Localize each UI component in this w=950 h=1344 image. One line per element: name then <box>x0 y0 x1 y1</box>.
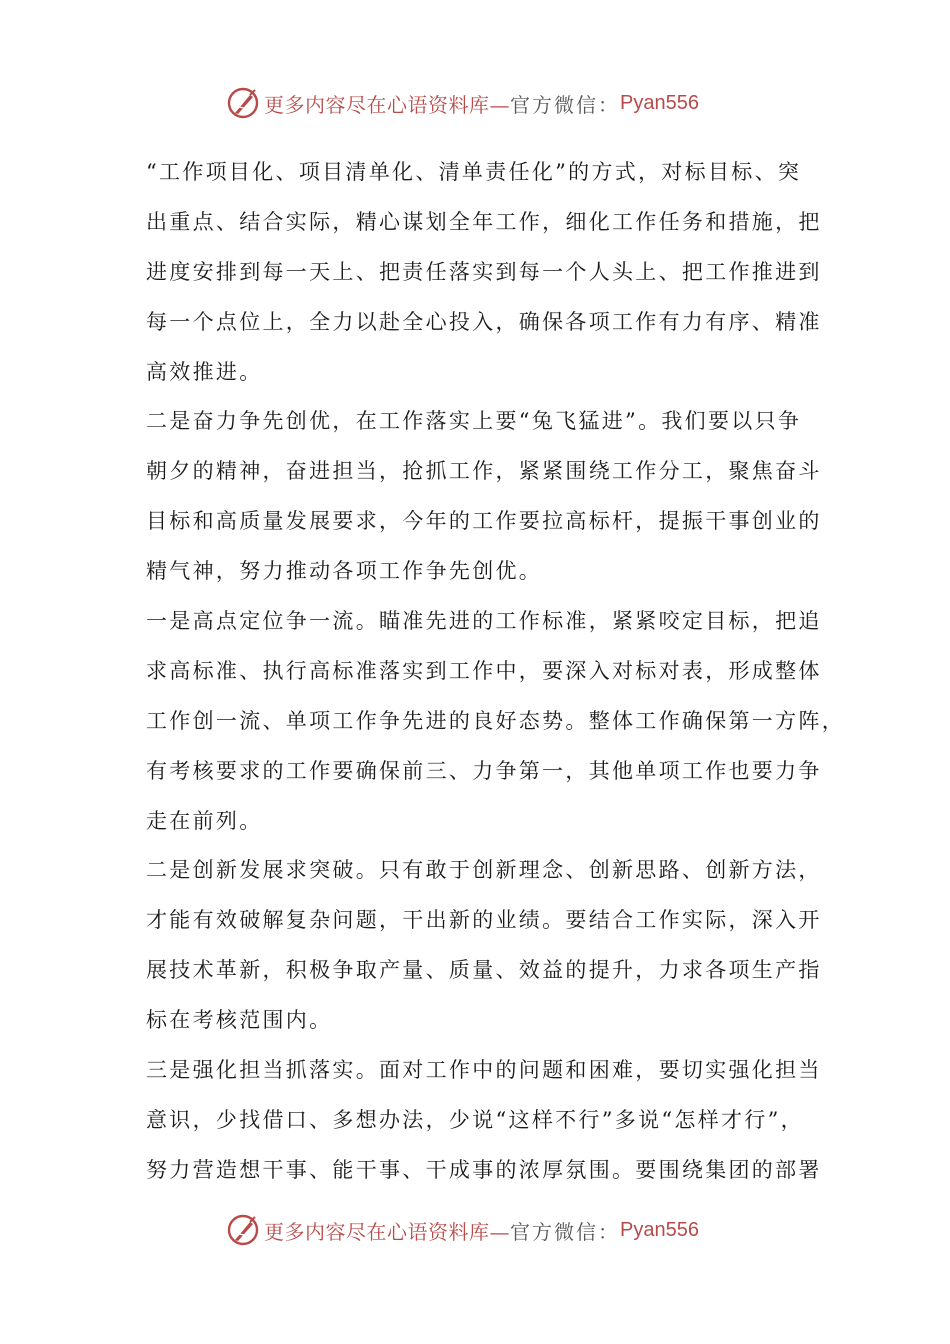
header-banner <box>226 83 699 123</box>
header-wechat-account: Pyan556 <box>620 91 699 114</box>
body-line: 展技术革新，积极争取产量、质量、效益的提升，力求各项生产指 <box>146 958 822 983</box>
body-line: 标在考核范围内。 <box>146 1008 333 1033</box>
body-line: 工作创一流、单项工作争先进的良好态势。整体工作确保第一方阵， <box>146 708 845 733</box>
body-line: 求高标准、执行高标准落实到工作中，要深入对标对表，形成整体 <box>146 658 822 683</box>
quill-pen-logo-icon <box>226 86 260 120</box>
body-line: 意识，少找借口、多想办法，少说“这样不行”多说“怎样才行”， <box>146 1107 804 1132</box>
body-line: 出重点、结合实际，精心谋划全年工作，细化工作任务和措施，把 <box>146 209 822 234</box>
footer-banner <box>226 1210 699 1250</box>
body-line: 朝夕的精神，奋进担当，抢抓工作，紧紧围绕工作分工，聚焦奋斗 <box>146 459 822 484</box>
footer-wechat-account: Pyan556 <box>620 1218 699 1241</box>
footer-wechat-label: 官方微信： <box>510 1219 620 1244</box>
body-line: 二是创新发展求突破。只有敢于创新理念、创新思路、创新方法， <box>146 858 822 883</box>
body-line: “工作项目化、项目清单化、清单责任化”的方式，对标目标、突 <box>146 160 802 184</box>
body-line: 走在前列。 <box>146 808 263 833</box>
body-line: 有考核要求的工作要确保前三、力争第一，其他单项工作也要力争 <box>146 758 822 783</box>
body-line: 三是强化担当抓落实。面对工作中的问题和困难，要切实强化担当 <box>146 1058 822 1083</box>
body-line: 一是高点定位争一流。瞄准先进的工作标准，紧紧咬定目标，把追 <box>146 609 822 634</box>
document-body <box>146 148 845 1196</box>
quill-pen-logo-icon <box>226 1213 260 1247</box>
header-site-name: 更多内容尽在心语资料库— <box>264 92 510 117</box>
body-line: 每一个点位上，全力以赴全心投入，确保各项工作有力有序、精准 <box>146 309 822 334</box>
body-line: 高效推进。 <box>146 359 263 384</box>
footer-site-name: 更多内容尽在心语资料库— <box>264 1219 510 1244</box>
body-line: 进度安排到每一天上、把责任落实到每一个人头上、把工作推进到 <box>146 259 822 284</box>
header-wechat-label: 官方微信： <box>510 92 620 117</box>
body-line: 二是奋力争先创优，在工作落实上要“兔飞猛进”。我们要以只争 <box>146 409 802 434</box>
body-line: 才能有效破解复杂问题，干出新的业绩。要结合工作实际，深入开 <box>146 908 822 933</box>
body-line: 精气神，努力推动各项工作争先创优。 <box>146 559 543 584</box>
body-line: 努力营造想干事、能干事、干成事的浓厚氛围。要围绕集团的部署 <box>146 1157 822 1182</box>
body-line: 目标和高质量发展要求，今年的工作要拉高标杆，提振干事创业的 <box>146 509 822 534</box>
